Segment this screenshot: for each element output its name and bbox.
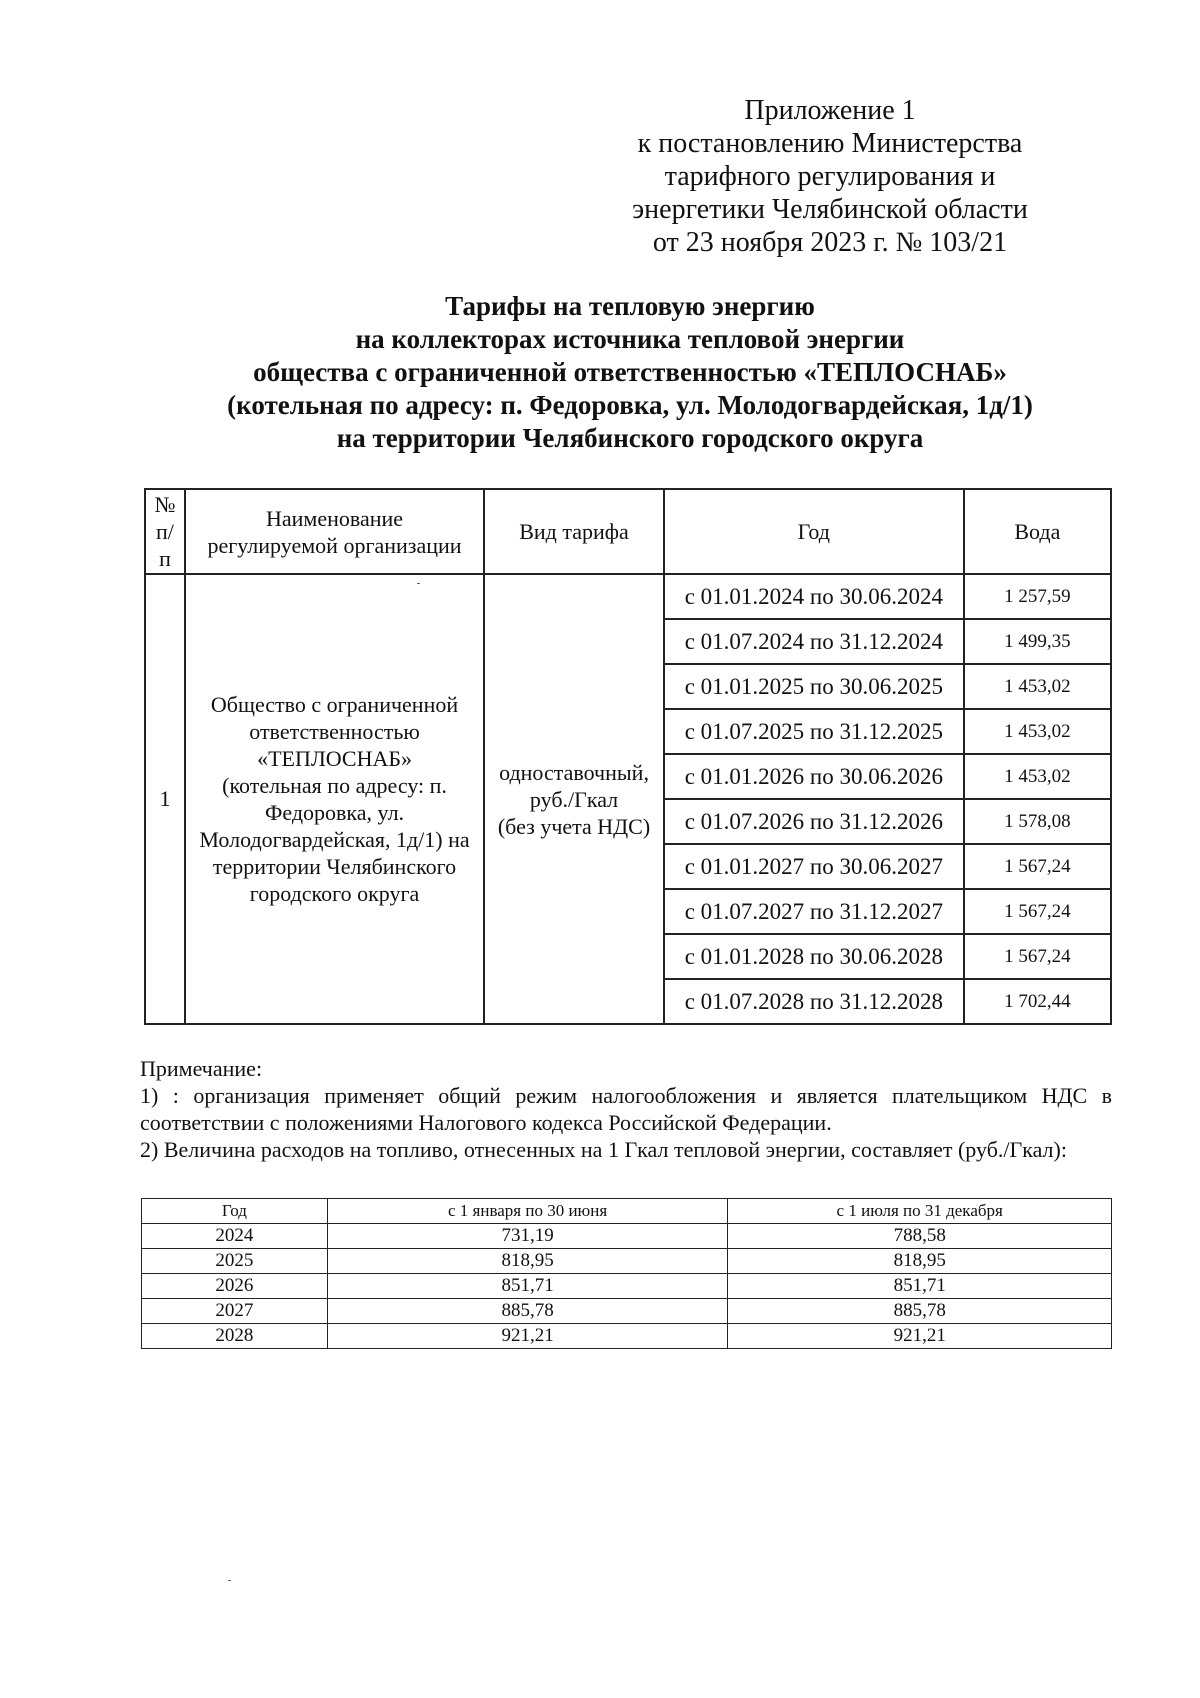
organization-line: территории Челябинского	[212, 854, 457, 879]
fuel-first-half: 885,78	[327, 1299, 728, 1324]
fuel-cost-table	[141, 1198, 1112, 1349]
water-value-cell: 1 567,24	[964, 844, 1111, 889]
tariff-type-cell	[484, 574, 664, 1024]
appendix-line: энергетики Челябинской области	[632, 194, 1028, 225]
period-cell: с 01.01.2027 по 30.06.2027	[664, 844, 964, 889]
period-cell: с 01.07.2027 по 31.12.2027	[664, 889, 964, 934]
fuel-table-row	[142, 1274, 1112, 1299]
title-line: на территории Челябинского городского округа	[336, 423, 924, 453]
fuel-year: 2024	[142, 1224, 328, 1249]
fuel-first-half: 731,19	[327, 1224, 728, 1249]
title-line: на коллекторах источника тепловой энергии	[355, 324, 905, 354]
fuel-second-half: 788,58	[728, 1224, 1112, 1249]
scan-speck	[228, 1580, 231, 1581]
period-cell: с 01.01.2024 по 30.06.2024	[664, 574, 964, 619]
table-row	[145, 574, 1111, 619]
tariff-table-header	[145, 489, 1111, 574]
organization-line: «ТЕПЛОСНАБ»	[257, 746, 412, 771]
period-cell: с 01.01.2025 по 30.06.2025	[664, 664, 964, 709]
title-line: Тарифы на тепловую энергию	[445, 291, 815, 321]
organization-line: городского округа	[249, 881, 420, 906]
period-cell: с 01.07.2026 по 31.12.2026	[664, 799, 964, 844]
organization-line: Молодогвардейская, 1д/1) на	[199, 827, 470, 852]
header-number	[145, 489, 185, 574]
water-value-cell: 1 578,08	[964, 799, 1111, 844]
header-organization	[185, 489, 484, 574]
water-value-cell: 1 257,59	[964, 574, 1111, 619]
period-cell: с 01.07.2024 по 31.12.2024	[664, 619, 964, 664]
fuel-second-half: 921,21	[728, 1324, 1112, 1349]
appendix-line: Приложение 1	[744, 95, 916, 126]
fuel-header-second-half: с 1 июля по 31 декабря	[728, 1199, 1112, 1224]
period-cell: с 01.07.2025 по 31.12.2025	[664, 709, 964, 754]
header-number-line: №	[154, 492, 176, 517]
fuel-table-header	[142, 1199, 1112, 1224]
header-organization-line: Наименование	[266, 505, 404, 531]
fuel-first-half: 851,71	[327, 1274, 728, 1299]
organization-cell	[185, 574, 484, 1024]
fuel-second-half: 885,78	[728, 1299, 1112, 1324]
period-cell: с 01.01.2026 по 30.06.2026	[664, 754, 964, 799]
fuel-header-first-half: с 1 января по 30 июня	[327, 1199, 728, 1224]
appendix-line: к постановлению Министерства	[637, 128, 1023, 159]
header-water: Вода	[964, 489, 1111, 574]
fuel-year: 2025	[142, 1249, 328, 1274]
header-number-line: п/п	[156, 519, 174, 571]
period-cell: с 01.01.2028 по 30.06.2028	[664, 934, 964, 979]
tariff-line: (без учета НДС)	[497, 813, 651, 839]
fuel-first-half: 921,21	[327, 1324, 728, 1349]
fuel-year: 2027	[142, 1299, 328, 1324]
fuel-year: 2026	[142, 1274, 328, 1299]
appendix-line: тарифного регулирования и	[664, 161, 996, 192]
water-value-cell: 1 499,35	[964, 619, 1111, 664]
fuel-header-year: Год	[142, 1199, 328, 1224]
notes-block	[140, 1055, 1112, 1163]
period-cell: с 01.07.2028 по 31.12.2028	[664, 979, 964, 1024]
title-line: общества с ограниченной ответственностью «ТЕПЛОСНАБ»	[253, 357, 1007, 387]
organization-line: Общество с ограниченной	[210, 692, 459, 717]
row-number: 1	[145, 574, 185, 1024]
water-value-cell: 1 453,02	[964, 709, 1111, 754]
header-year: Год	[664, 489, 964, 574]
fuel-second-half: 818,95	[728, 1249, 1112, 1274]
fuel-table-row	[142, 1324, 1112, 1349]
note-1: 1) : организация применяет общий режим налогообложения и является плательщиком НДС в соответствии с положениями Налогового кодекса Российской Федерации.	[140, 1083, 1112, 1135]
scan-speck	[417, 583, 420, 584]
water-value-cell: 1 453,02	[964, 754, 1111, 799]
note-2: 2) Величина расходов на топливо, отнесенных на 1 Гкал тепловой энергии, составляет (руб./Гкал):	[140, 1137, 1067, 1162]
organization-line: ответственностью	[249, 719, 420, 744]
tariff-line: одноставочный,	[499, 759, 649, 785]
water-value-cell: 1 453,02	[964, 664, 1111, 709]
tariff-table	[144, 488, 1112, 1025]
fuel-table-row	[142, 1299, 1112, 1324]
tariff-line: руб./Гкал	[529, 786, 619, 812]
appendix-line: от 23 ноября 2023 г. № 103/21	[652, 227, 1008, 258]
fuel-second-half: 851,71	[728, 1274, 1112, 1299]
water-value-cell: 1 567,24	[964, 889, 1111, 934]
title-line: (котельная по адресу: п. Федоровка, ул. Молодогвардейская, 1д/1)	[227, 390, 1033, 420]
fuel-first-half: 818,95	[327, 1249, 728, 1274]
water-value-cell: 1 702,44	[964, 979, 1111, 1024]
header-organization-line: регулируемой организации	[207, 532, 462, 558]
appendix-block	[560, 94, 1100, 259]
organization-line: (котельная по адресу: п.	[222, 773, 447, 798]
fuel-table-row	[142, 1249, 1112, 1274]
fuel-year: 2028	[142, 1324, 328, 1349]
document-title	[130, 290, 1130, 455]
header-tariff-type: Вид тарифа	[484, 489, 664, 574]
fuel-table-row	[142, 1224, 1112, 1249]
notes-heading: Примечание:	[140, 1056, 263, 1081]
water-value-cell: 1 567,24	[964, 934, 1111, 979]
organization-line: Федоровка, ул.	[264, 800, 405, 825]
